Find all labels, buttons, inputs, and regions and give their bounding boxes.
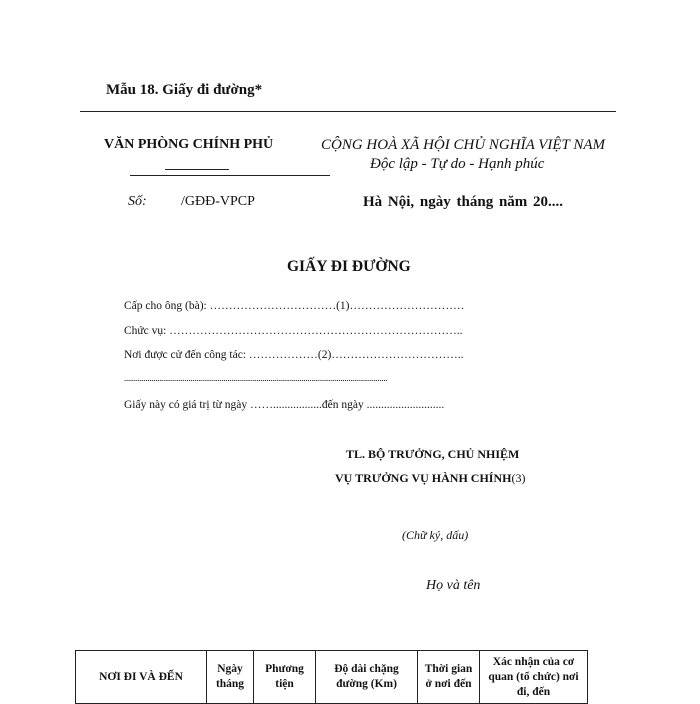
document-title: GIẤY ĐI ĐƯỜNG bbox=[287, 258, 411, 275]
field-destination-continuation: ....................................................................................................................................... bbox=[124, 373, 388, 383]
journey-table-header-row bbox=[76, 651, 588, 704]
col-header-confirmation: Xác nhận của cơ quan (tổ chức) nơi đi, đến bbox=[480, 651, 588, 704]
col-header-date: Ngày tháng bbox=[207, 651, 254, 704]
signature-title-line1: TL. BỘ TRƯỞNG, CHỦ NHIỆM bbox=[346, 447, 520, 461]
national-motto: Độc lập - Tự do - Hạnh phúc bbox=[370, 156, 545, 172]
field-position: Chức vụ: ………………………………………………………………….. bbox=[124, 325, 463, 337]
field-validity: Giấy này có giá trị từ ngày …….................đến ngày ........................... bbox=[124, 399, 445, 411]
signer-full-name: Họ và tên bbox=[426, 578, 481, 593]
signature-title-line2 bbox=[335, 471, 525, 486]
republic-heading: CỘNG HOÀ XÃ HỘI CHỦ NGHĨA VIỆT NAM bbox=[321, 137, 606, 153]
signature-footnote-ref: (3) bbox=[511, 471, 526, 485]
form-title: Mẫu 18. Giấy đi đường* bbox=[106, 82, 263, 98]
top-divider bbox=[80, 111, 616, 112]
left-header-rule bbox=[130, 175, 330, 176]
signature-title-line2-text: VỤ TRƯỞNG VỤ HÀNH CHÍNH bbox=[335, 471, 512, 485]
document-number-label: Số: bbox=[128, 194, 147, 209]
field-issued-to: Cấp cho ông (bà): ……………………………(1)………………………… bbox=[124, 300, 465, 312]
field-destination: Nơi được cử đến công tác: ………………(2)…………………………….. bbox=[124, 349, 464, 361]
col-header-transport: Phương tiện bbox=[254, 651, 316, 704]
col-header-distance: Độ dài chặng đường (Km) bbox=[316, 651, 418, 704]
agency-underline bbox=[165, 169, 229, 170]
document-number: /GĐĐ-VPCP bbox=[181, 194, 255, 209]
signature-note: (Chữ ký, dấu) bbox=[402, 528, 469, 542]
col-header-origin-destination: NƠI ĐI VÀ ĐẾN bbox=[76, 651, 207, 704]
agency-name: VĂN PHÒNG CHÍNH PHỦ bbox=[104, 137, 274, 152]
issue-date-line: Hà Nội, ngày tháng năm 20.... bbox=[363, 194, 564, 210]
journey-table bbox=[75, 650, 588, 704]
col-header-duration: Thời gian ở nơi đến bbox=[418, 651, 480, 704]
